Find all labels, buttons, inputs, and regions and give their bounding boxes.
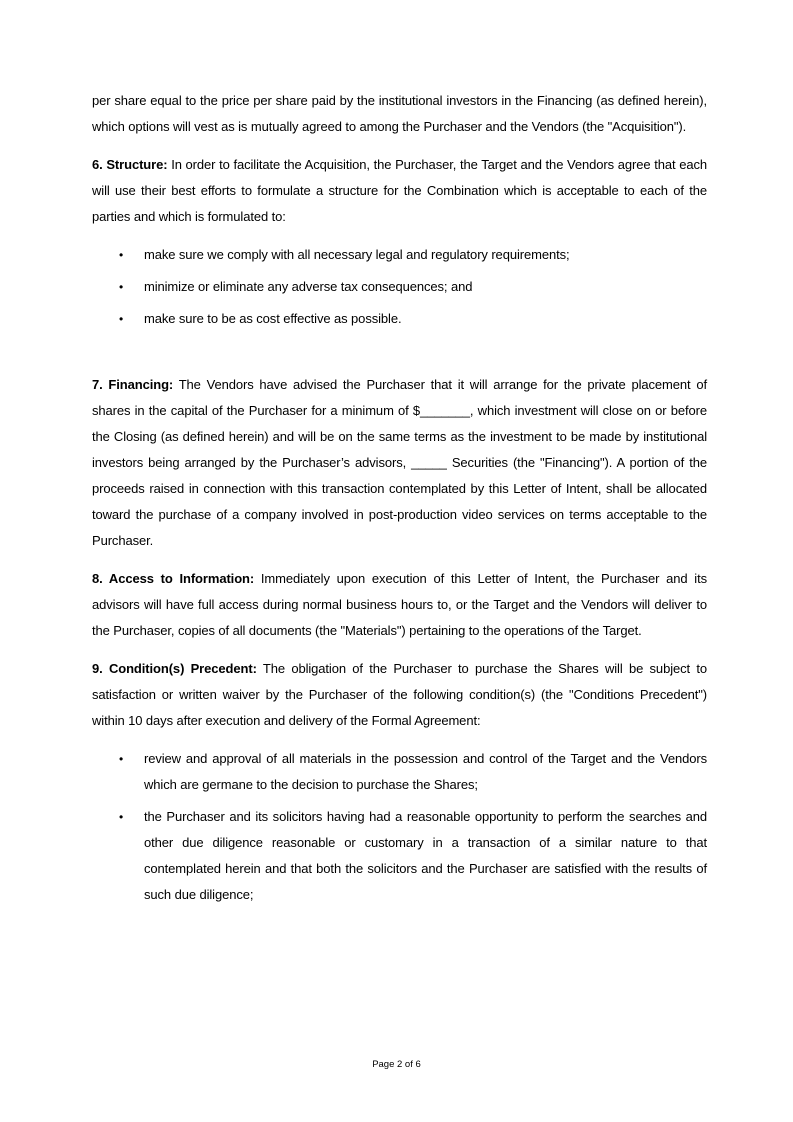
document-body — [92, 88, 707, 920]
bullet-text: the Purchaser and its solicitors having had a reasonable opportunity to perform the searches and other due diligence reasonable or customary in a transaction of a similar nature to that contemplated herein and that both the solicitors and the Purchaser are satisfied with the results of such due diligence; — [144, 809, 707, 902]
section-6-heading: 6. Structure: — [92, 157, 168, 172]
list-item — [92, 306, 707, 332]
section-7-paragraph — [92, 372, 707, 554]
page-number: Page 2 of 6 — [372, 1059, 421, 1070]
list-item — [92, 746, 707, 798]
section-6-text: In order to facilitate the Acquisition, the Purchaser, the Target and the Vendors agree that each will use their best efforts to formulate a structure for the Combination which is acceptable to each of the parties and which is formulated to: — [92, 157, 707, 224]
section-9-bullet-list — [92, 746, 707, 908]
bullet-text: minimize or eliminate any adverse tax consequences; and — [144, 279, 473, 294]
section-7-heading: 7. Financing: — [92, 377, 174, 392]
bullet-icon: • — [119, 248, 124, 262]
paragraph-continuation — [92, 88, 707, 140]
section-7-text: The Vendors have advised the Purchaser that it will arrange for the private placement of shares in the capital of the Purchaser for a minimum of $_______, which investment will close on or before the Closing (as defined herein) and will be on the same terms as the investment to be made by institutional investors being arranged by the Purchaser’s advisors, _____ Securities (the "Financing"). A portion of the proceeds raised in connection with this transaction contemplated by this Letter of Intent, shall be allocated toward the purchase of a company involved in post-production video services on terms acceptable to the Purchaser. — [92, 377, 707, 548]
bullet-icon: • — [119, 280, 124, 294]
bullet-text: review and approval of all materials in the possession and control of the Target and the Vendors which are germane to the decision to purchase the Shares; — [144, 751, 707, 792]
list-item — [92, 804, 707, 908]
bullet-icon: • — [119, 810, 124, 824]
bullet-icon: • — [119, 752, 124, 766]
section-8-heading: 8. Access to Information: — [92, 571, 255, 586]
list-item — [92, 242, 707, 268]
section-9-text: The obligation of the Purchaser to purchase the Shares will be subject to satisfaction or written waiver by the Purchaser of the following condition(s) (the "Conditions Precedent") within 10 days after execution and delivery of the Formal Agreement: — [92, 661, 707, 728]
section-6-bullet-list — [92, 242, 707, 332]
bullet-icon: • — [119, 312, 124, 326]
section-8-text: Immediately upon execution of this Letter of Intent, the Purchaser and its advisors will have full access during normal business hours to, or the Target and the Vendors will deliver to the Purchaser, copies of all documents (the "Materials") pertaining to the operations of the Target. — [92, 571, 708, 638]
section-9-heading: 9. Condition(s) Precedent: — [92, 661, 257, 676]
paragraph-continuation-text: per share equal to the price per share paid by the institutional investors in the Financing (as defined herein), which options will vest as is mutually agreed to among the Purchaser and the Vendors (the "Acquisition"). — [92, 93, 707, 134]
bullet-text: make sure to be as cost effective as possible. — [144, 311, 402, 326]
section-6-paragraph — [92, 152, 707, 230]
bullet-text: make sure we comply with all necessary legal and regulatory requirements; — [144, 247, 570, 262]
list-item — [92, 274, 707, 300]
section-9-paragraph — [92, 656, 707, 734]
section-8-paragraph — [92, 566, 707, 644]
